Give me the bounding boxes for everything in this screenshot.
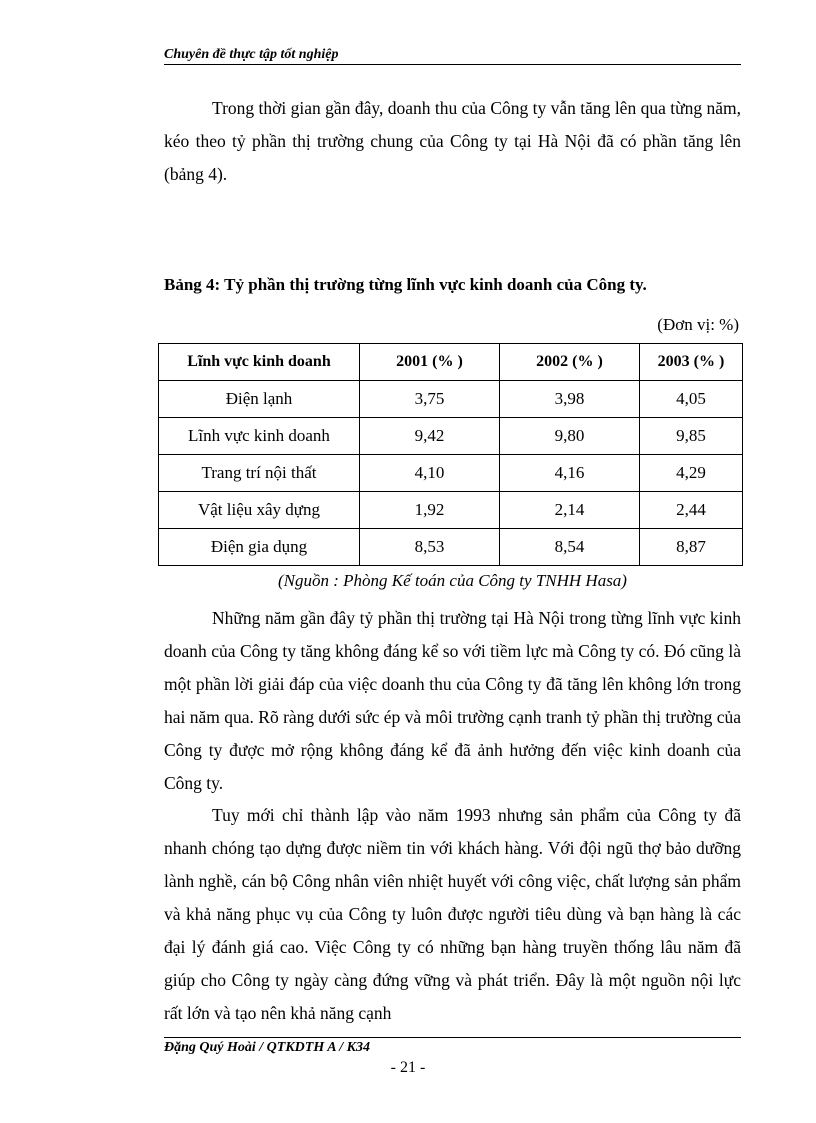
table-cell: 9,42 (360, 418, 500, 455)
table-cell: 9,85 (640, 418, 743, 455)
table-cell: 4,16 (500, 455, 640, 492)
table-title: Bảng 4: Tỷ phần thị trường từng lĩnh vực kinh doanh của Công ty. (164, 275, 647, 294)
table-cell: 4,10 (360, 455, 500, 492)
page-number: - 21 - (390, 1059, 426, 1076)
table-cell: 9,80 (500, 418, 640, 455)
table-cell: Lĩnh vực kinh doanh (159, 418, 360, 455)
header-rule (164, 64, 741, 65)
table-row (159, 455, 743, 492)
table-cell: Điện lạnh (159, 381, 360, 418)
table-cell: 3,98 (500, 381, 640, 418)
table-unit: (Đơn vị: %) (657, 315, 739, 334)
table-cell: Vật liệu xây dựng (159, 492, 360, 529)
table-cell: 3,75 (360, 381, 500, 418)
column-header: 2002 (% ) (500, 344, 640, 381)
market-share-table (158, 343, 743, 566)
table-cell: 2,14 (500, 492, 640, 529)
footer-author: Đặng Quý Hoài / QTKDTH A / K34 (164, 1040, 371, 1055)
column-header: 2003 (% ) (640, 344, 743, 381)
paragraph-history: Tuy mới chỉ thành lập vào năm 1993 nhưng sản phẩm của Công ty đã nhanh chóng tạo dựng được niềm tin với khách hàng. Với đội ngũ thợ bảo dưỡng lành nghề, cán bộ Công nhân viên nhiệt huyết với công việc, chất lượng sản phẩm và khả năng phục vụ của Công ty luôn được người tiêu dùng và bạn hàng là các đại lý đánh giá cao. Việc Công ty có những bạn hàng truyền thống lâu năm đã giúp cho Công ty ngày càng đứng vững và phát triển. Đây là một nguồn nội lực rất lớn và tạo nên khả năng cạnh (164, 805, 741, 1023)
page-header: Chuyên đề thực tập tốt nghiệp (164, 47, 339, 62)
table-cell: Điện gia dụng (159, 529, 360, 566)
table-row (159, 381, 743, 418)
table-row (159, 529, 743, 566)
table-row (159, 492, 743, 529)
column-header: Lĩnh vực kinh doanh (159, 344, 360, 381)
paragraph-intro: Trong thời gian gần đây, doanh thu của Công ty vẫn tăng lên qua từng năm, kéo theo tỷ phần thị trường chung của Công ty tại Hà Nội đã có phần tăng lên (bảng 4). (164, 98, 741, 184)
table-cell: 8,54 (500, 529, 640, 566)
table-cell: 8,87 (640, 529, 743, 566)
table-cell: 4,29 (640, 455, 743, 492)
table-cell: 4,05 (640, 381, 743, 418)
table-header-row (159, 344, 743, 381)
footer-rule (164, 1037, 741, 1038)
table-cell: 8,53 (360, 529, 500, 566)
table-cell: Trang trí nội thất (159, 455, 360, 492)
table-cell: 1,92 (360, 492, 500, 529)
paragraph-analysis: Những năm gần đây tỷ phần thị trường tại Hà Nội trong từng lĩnh vực kinh doanh của Công ty tăng không đáng kể so với tiềm lực mà Công ty có. Đó cũng là một phần lời giải đáp của việc doanh thu của Công ty đã tăng lên không lớn trong hai năm qua. Rõ ràng dưới sức ép và môi trường cạnh tranh tỷ phần thị trường của Công ty được mở rộng không đáng kể đã ảnh hưởng đến việc kinh doanh của Công ty. (164, 608, 741, 793)
table-source: (Nguồn : Phòng Kế toán của Công ty TNHH Hasa) (278, 571, 627, 590)
table-row (159, 418, 743, 455)
table-cell: 2,44 (640, 492, 743, 529)
column-header: 2001 (% ) (360, 344, 500, 381)
